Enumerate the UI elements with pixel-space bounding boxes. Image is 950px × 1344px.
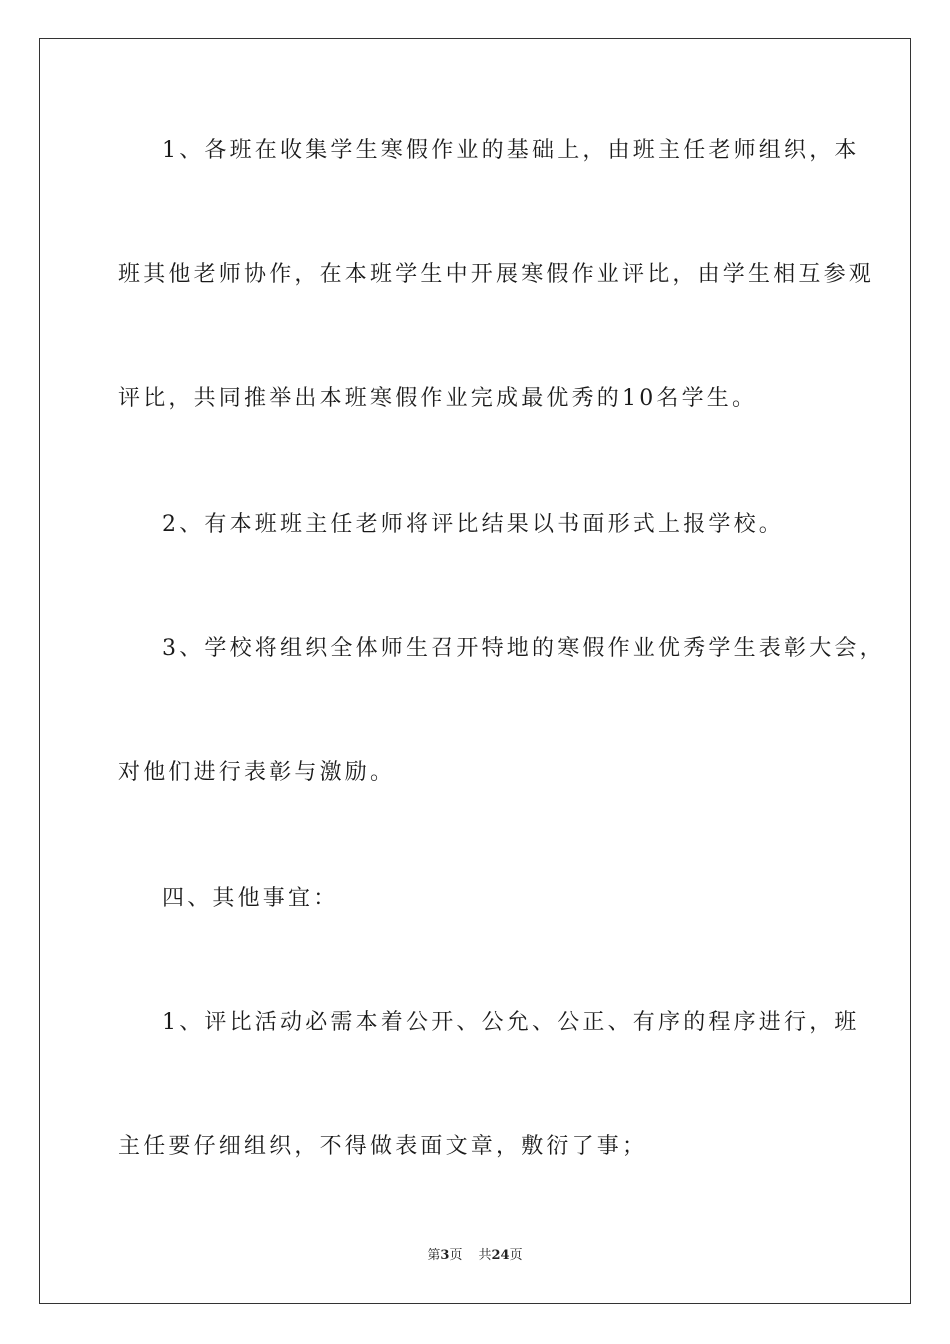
paragraph-line-4: 2、有本班班主任老师将评比结果以书面形式上报学校。 [162, 512, 784, 537]
total-suffix: 页 [509, 1248, 523, 1263]
section-heading-other-matters: 四、其他事宜： [162, 886, 339, 911]
page-suffix: 页 [449, 1248, 463, 1263]
page-number: 3 [440, 1248, 450, 1263]
paragraph-line-2: 班其他老师协作，在本班学生中开展寒假作业评比，由学生相互参观 [118, 262, 875, 287]
paragraph-line-7: 1、评比活动必需本着公开、公允、公正、有序的程序进行，班 [162, 1010, 860, 1035]
page-border [39, 38, 911, 1304]
total-pages: 24 [491, 1248, 510, 1263]
total-prefix: 共 [478, 1248, 492, 1263]
page-footer [0, 1247, 950, 1265]
paragraph-line-6: 对他们进行表彰与激励。 [118, 760, 396, 785]
paragraph-line-5: 3、学校将组织全体师生召开特地的寒假作业优秀学生表彰大会， [162, 636, 885, 661]
paragraph-line-3: 评比，共同推举出本班寒假作业完成最优秀的10名学生。 [118, 386, 758, 411]
page-prefix: 第 [427, 1248, 441, 1263]
paragraph-line-1: 1、各班在收集学生寒假作业的基础上，由班主任老师组织，本 [162, 138, 860, 163]
paragraph-line-8: 主任要仔细组织，不得做表面文章，敷衍了事； [118, 1134, 648, 1159]
